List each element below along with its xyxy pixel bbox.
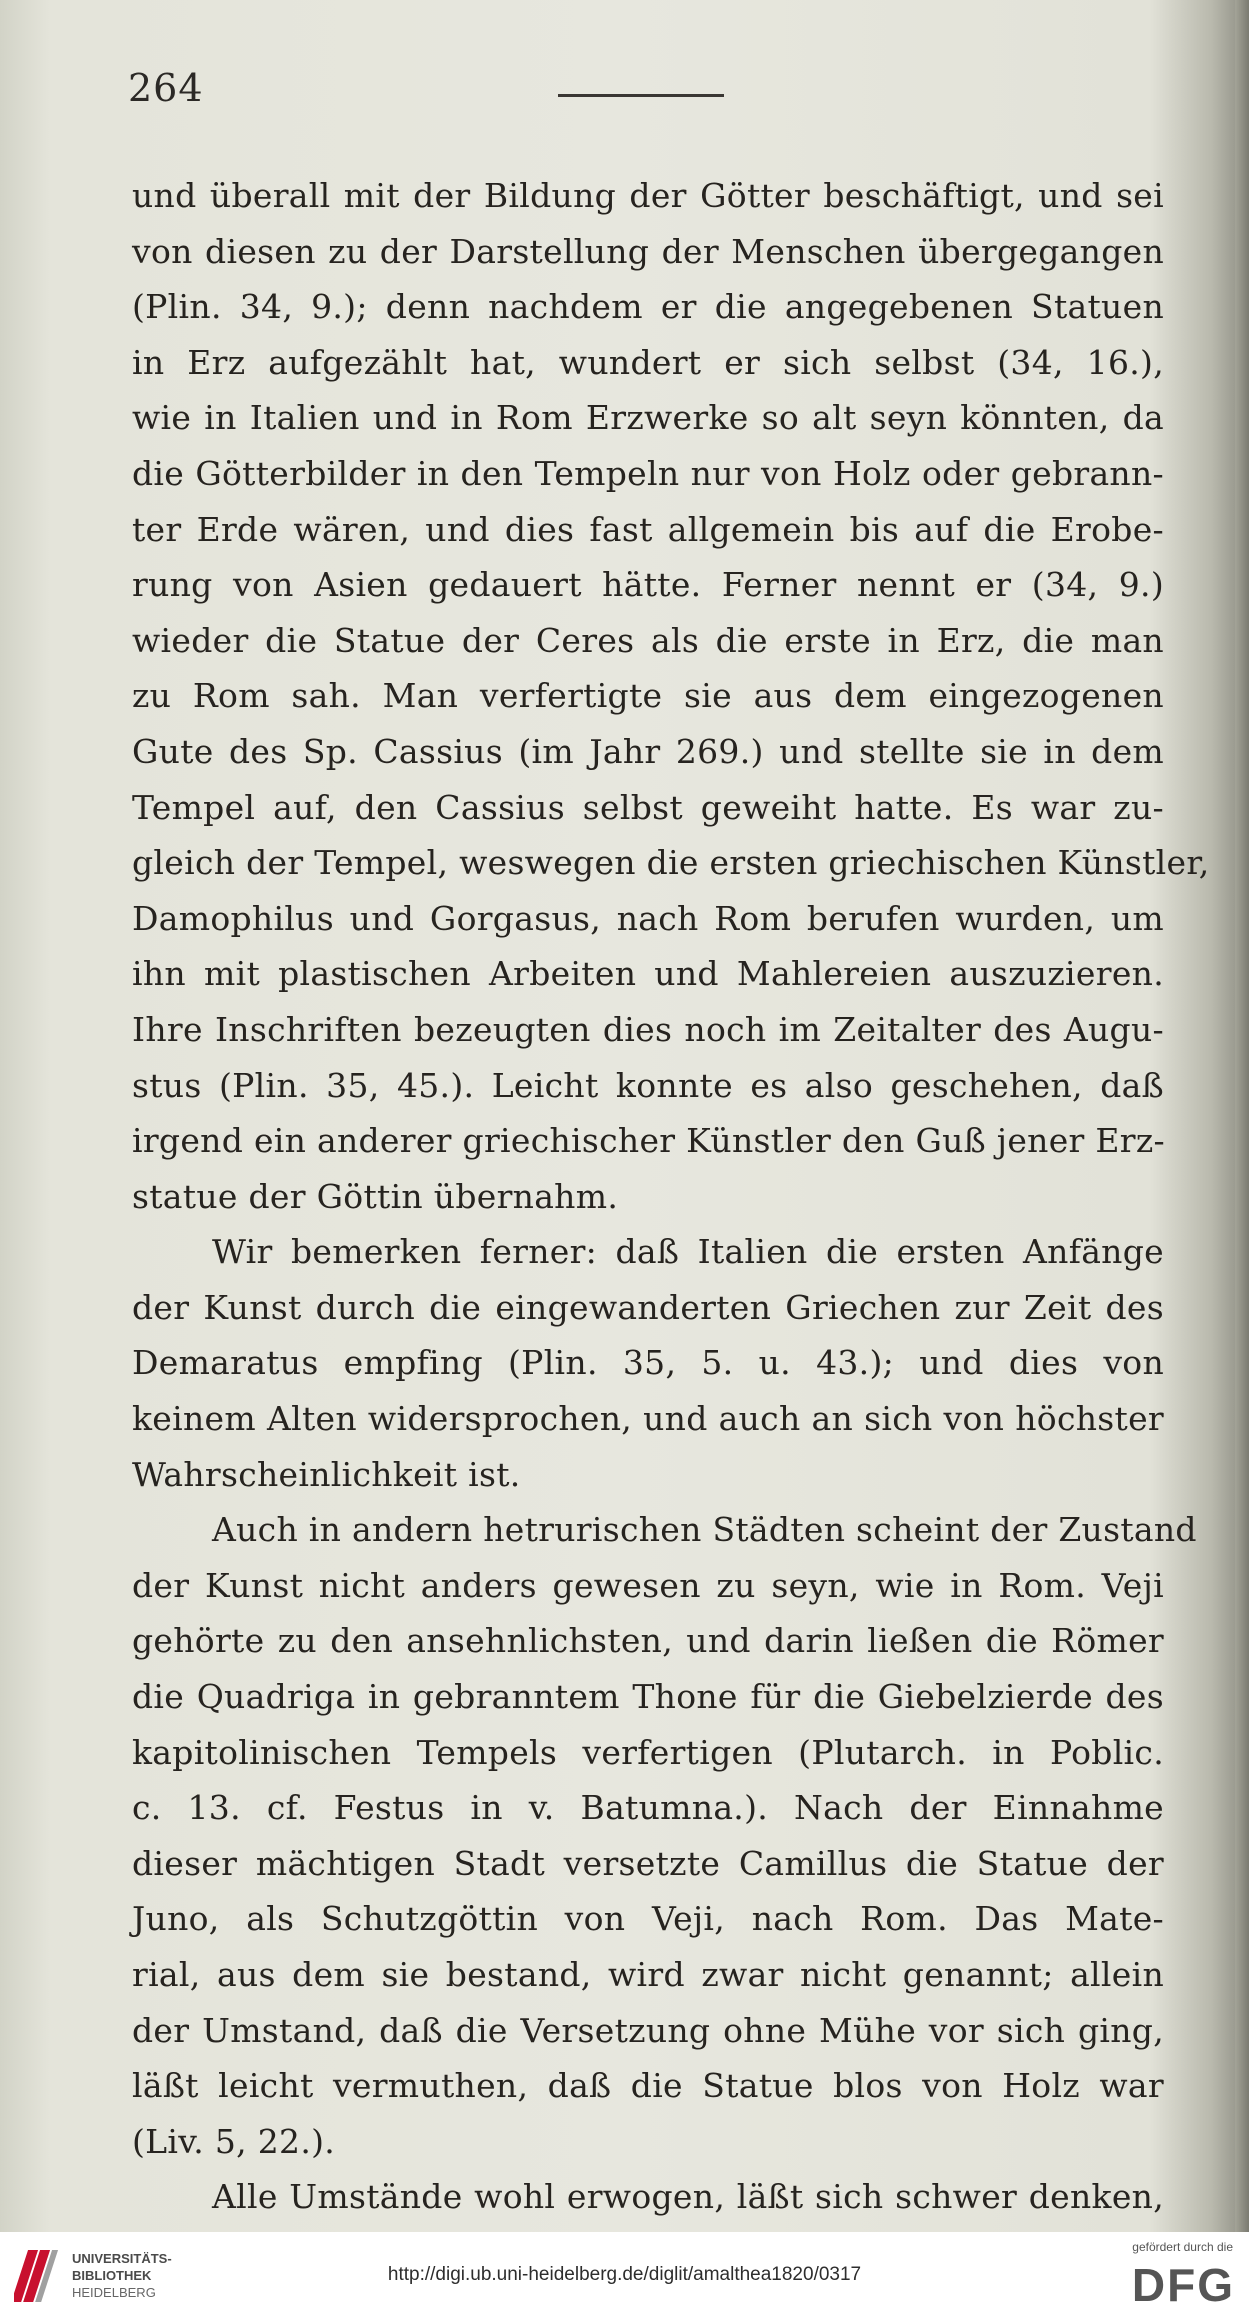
text-line: der Umstand, daß die Versetzung ohne Mühe vor sich ging, (132, 2010, 1164, 2050)
text-line: zu Rom sah. Man verfertigte sie aus dem eingezogenen (132, 676, 1164, 716)
text-line: Wir bemerken ferner: daß Italien die ersten Anfänge (212, 1232, 1164, 1272)
institution-name-line2: BIBLIOTHEK (72, 2268, 152, 2283)
text-line: keinem Alten widersprochen, und auch an sich von höchster (132, 1399, 1164, 1439)
text-line: Auch in andern hetrurischen Städten scheint der Zustand (212, 1510, 1197, 1550)
page-edge-shadow (1235, 0, 1249, 2232)
text-line: Ihre Inschriften bezeugten dies noch im Zeitalter des Augu- (132, 1009, 1164, 1049)
text-line: statue der Göttin übernahm. (132, 1176, 619, 1216)
text-line: rial, aus dem sie bestand, wird zwar nicht genannt; allein (132, 1955, 1164, 1994)
text-line: rung von Asien gedauert hätte. Ferner nennt er (34, 9.) (132, 565, 1164, 605)
text-line: wie in Italien und in Rom Erzwerke so alt seyn könnten, da (132, 398, 1164, 438)
text-line: irgend ein anderer griechischer Künstler den Guß jener Erz- (132, 1121, 1165, 1161)
text-line: (Liv. 5, 22.). (132, 2121, 336, 2161)
text-line: ihn mit plastischen Arbeiten und Mahlereien auszuzieren. (132, 954, 1164, 994)
text-line: (Plin. 34, 9.); denn nachdem er die angegebenen Statuen (132, 287, 1164, 327)
text-line: Damophilus und Gorgasus, nach Rom berufen wurden, um (132, 898, 1164, 938)
text-line: wieder die Statue der Ceres als die erste in Erz, die man (132, 620, 1164, 660)
text-line: Wahrscheinlichkeit ist. (132, 1454, 521, 1494)
dfg-logo[interactable]: DFG (1131, 2259, 1235, 2311)
body-text (132, 168, 1210, 2225)
text-line: die Götterbilder in den Tempeln nur von Holz oder gebrann- (132, 453, 1164, 493)
text-line: läßt leicht vermuthen, daß die Statue blos von Holz war (132, 2066, 1164, 2106)
text-line: Gute des Sp. Cassius (im Jahr 269.) und stellte sie in dem (132, 731, 1164, 771)
text-line: Tempel auf, den Cassius selbst geweiht hatte. Es war zu- (132, 787, 1164, 827)
text-line: in Erz aufgezählt hat, wundert er sich selbst (34, 16.), (132, 342, 1164, 382)
text-line: der Kunst nicht anders gewesen zu seyn, wie in Rom. Veji (132, 1565, 1164, 1605)
text-line: dieser mächtigen Stadt versetzte Camillus die Statue der (132, 1843, 1164, 1883)
text-line: gehörte zu den ansehnlichsten, und darin ließen die Römer (132, 1621, 1164, 1661)
text-line: Juno, als Schutzgöttin von Veji, nach Rom. Das Mate- (132, 1899, 1164, 1939)
text-line: die Quadriga in gebranntem Thone für die Giebelzierde des (132, 1677, 1164, 1717)
permalink-url[interactable]: http://digi.ub.uni-heidelberg.de/diglit/amalthea1820/0317 (387, 2264, 862, 2285)
text-line: von diesen zu der Darstellung der Menschen übergegangen (132, 231, 1164, 271)
viewer-footer (0, 2232, 1249, 2320)
text-line: Alle Umstände wohl erwogen, läßt sich schwer denken, (212, 2177, 1164, 2217)
text-line: ter Erde wären, und dies fast allgemein bis auf die Erobe- (132, 509, 1164, 549)
page-number: 264 (128, 66, 204, 110)
header-rule (558, 94, 724, 97)
sponsor-label: gefördert durch die (1132, 2240, 1233, 2254)
institution-name-line3: HEIDELBERG (72, 2285, 156, 2300)
text-line: der Kunst durch die eingewanderten Griechen zur Zeit des (132, 1287, 1164, 1327)
text-line: und überall mit der Bildung der Götter beschäftigt, und sei (132, 176, 1164, 215)
text-line: Demaratus empfing (Plin. 35, 5. u. 43.); und dies von (132, 1343, 1164, 1383)
text-line: stus (Plin. 35, 45.). Leicht konnte es also geschehen, daß (132, 1065, 1164, 1105)
text-line: c. 13. cf. Festus in v. Batumna.). Nach der Einnahme (132, 1788, 1164, 1828)
institution-name-line1: UNIVERSITÄTS- (72, 2251, 172, 2266)
text-line: gleich der Tempel, weswegen die ersten griechischen Künstler, (132, 843, 1210, 883)
text-line: kapitolinischen Tempels verfertigen (Plutarch. in Poblic. (132, 1732, 1164, 1772)
